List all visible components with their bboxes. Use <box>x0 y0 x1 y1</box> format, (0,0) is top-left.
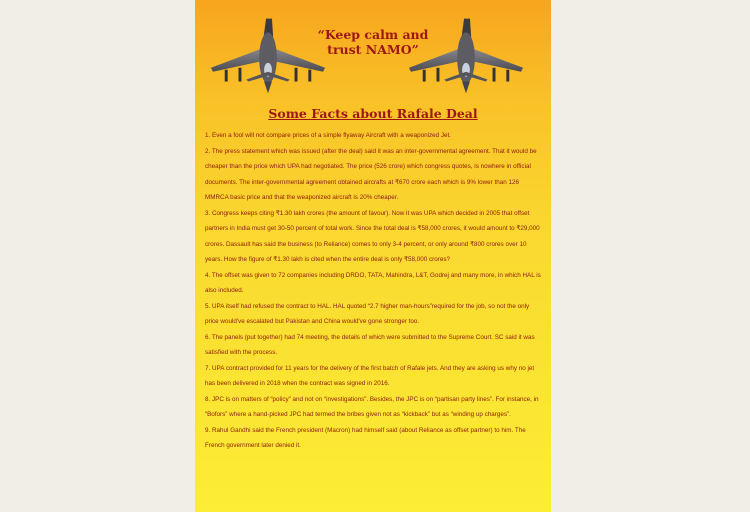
page-title: Some Facts about Rafale Deal <box>268 106 478 121</box>
fact-item-1: 1. Even a fool will not compare prices of a simple flyaway Aircraft with a weaponized Jet. <box>205 132 452 139</box>
fact-item-5: 5. UPA itself had refused the contract to HAL. HAL quoted “2.7 higher man-hours”required for the job, so not the only price would've escalated but Pakistan and China would've gone stronger too. <box>205 302 530 325</box>
fighter-jet-left-icon <box>209 12 327 96</box>
fact-item-2: 2. The press statement which was issued (after the deal) said it was an inter-governmental agreement. That it would be cheaper than the price which UPA had negotiated. The price (526 crore) which congress quotes, is nowhere in official documents. The inter-governmental agreement obtained aircrafts at ₹670 crore each which is 9% lower than 126 MMRCA basic price and that the weaponized aircraft is 20% cheaper. <box>205 147 537 201</box>
poster <box>195 0 551 512</box>
facts-list <box>205 128 541 454</box>
fact-item-3: 3. Congress keeps citing ₹1.30 lakh crores (the amount of favour). Now it was UPA which decided in 2005 that offset partners in India must get 30-50 percent of total work. Since the total deal is ₹58,000 crores, it would amount to ₹29,000 crores. Dassault has said the business (to Reliance) comes to only 3-4 percent, or only around ₹800 crores over 10 years. How the figure of ₹1.30 lakh is cited when the entire deal is only ₹58,000 crores? <box>205 209 540 263</box>
fact-item-6: 6. The panels (put together) had 74 meeting, the details of which were submitted to the Supreme Court. SC said it was satisfied with the process. <box>205 333 535 356</box>
fact-item-8: 8. JPC is on matters of “policy” and not on “investigations”. Besides, the JPC is on “partisan party lines”. For instance, in “Bofors” where a hand-picked JPC had termed the bribes given not as “kickback” but as “winding up charges”. <box>205 395 539 418</box>
slogan: “Keep calm and trust NAMO” <box>317 27 429 57</box>
fact-item-9: 9. Rahul Gandhi said the French president (Macron) had himself said (about Reliance as offset partner) to him. The French government later denied it. <box>205 426 526 449</box>
fighter-jet-right-icon <box>407 12 525 96</box>
fact-item-4: 4. The offset was given to 72 companies including DRDO, TATA, Mahindra, L&T, Godrej and many more, in which HAL is also included. <box>205 271 541 294</box>
fact-item-7: 7. UPA contract provided for 11 years for the delivery of the first batch of Rafale jets. And they are asking us why no jet has been delivered in 2018 when the contract was signed in 2016. <box>205 364 535 387</box>
